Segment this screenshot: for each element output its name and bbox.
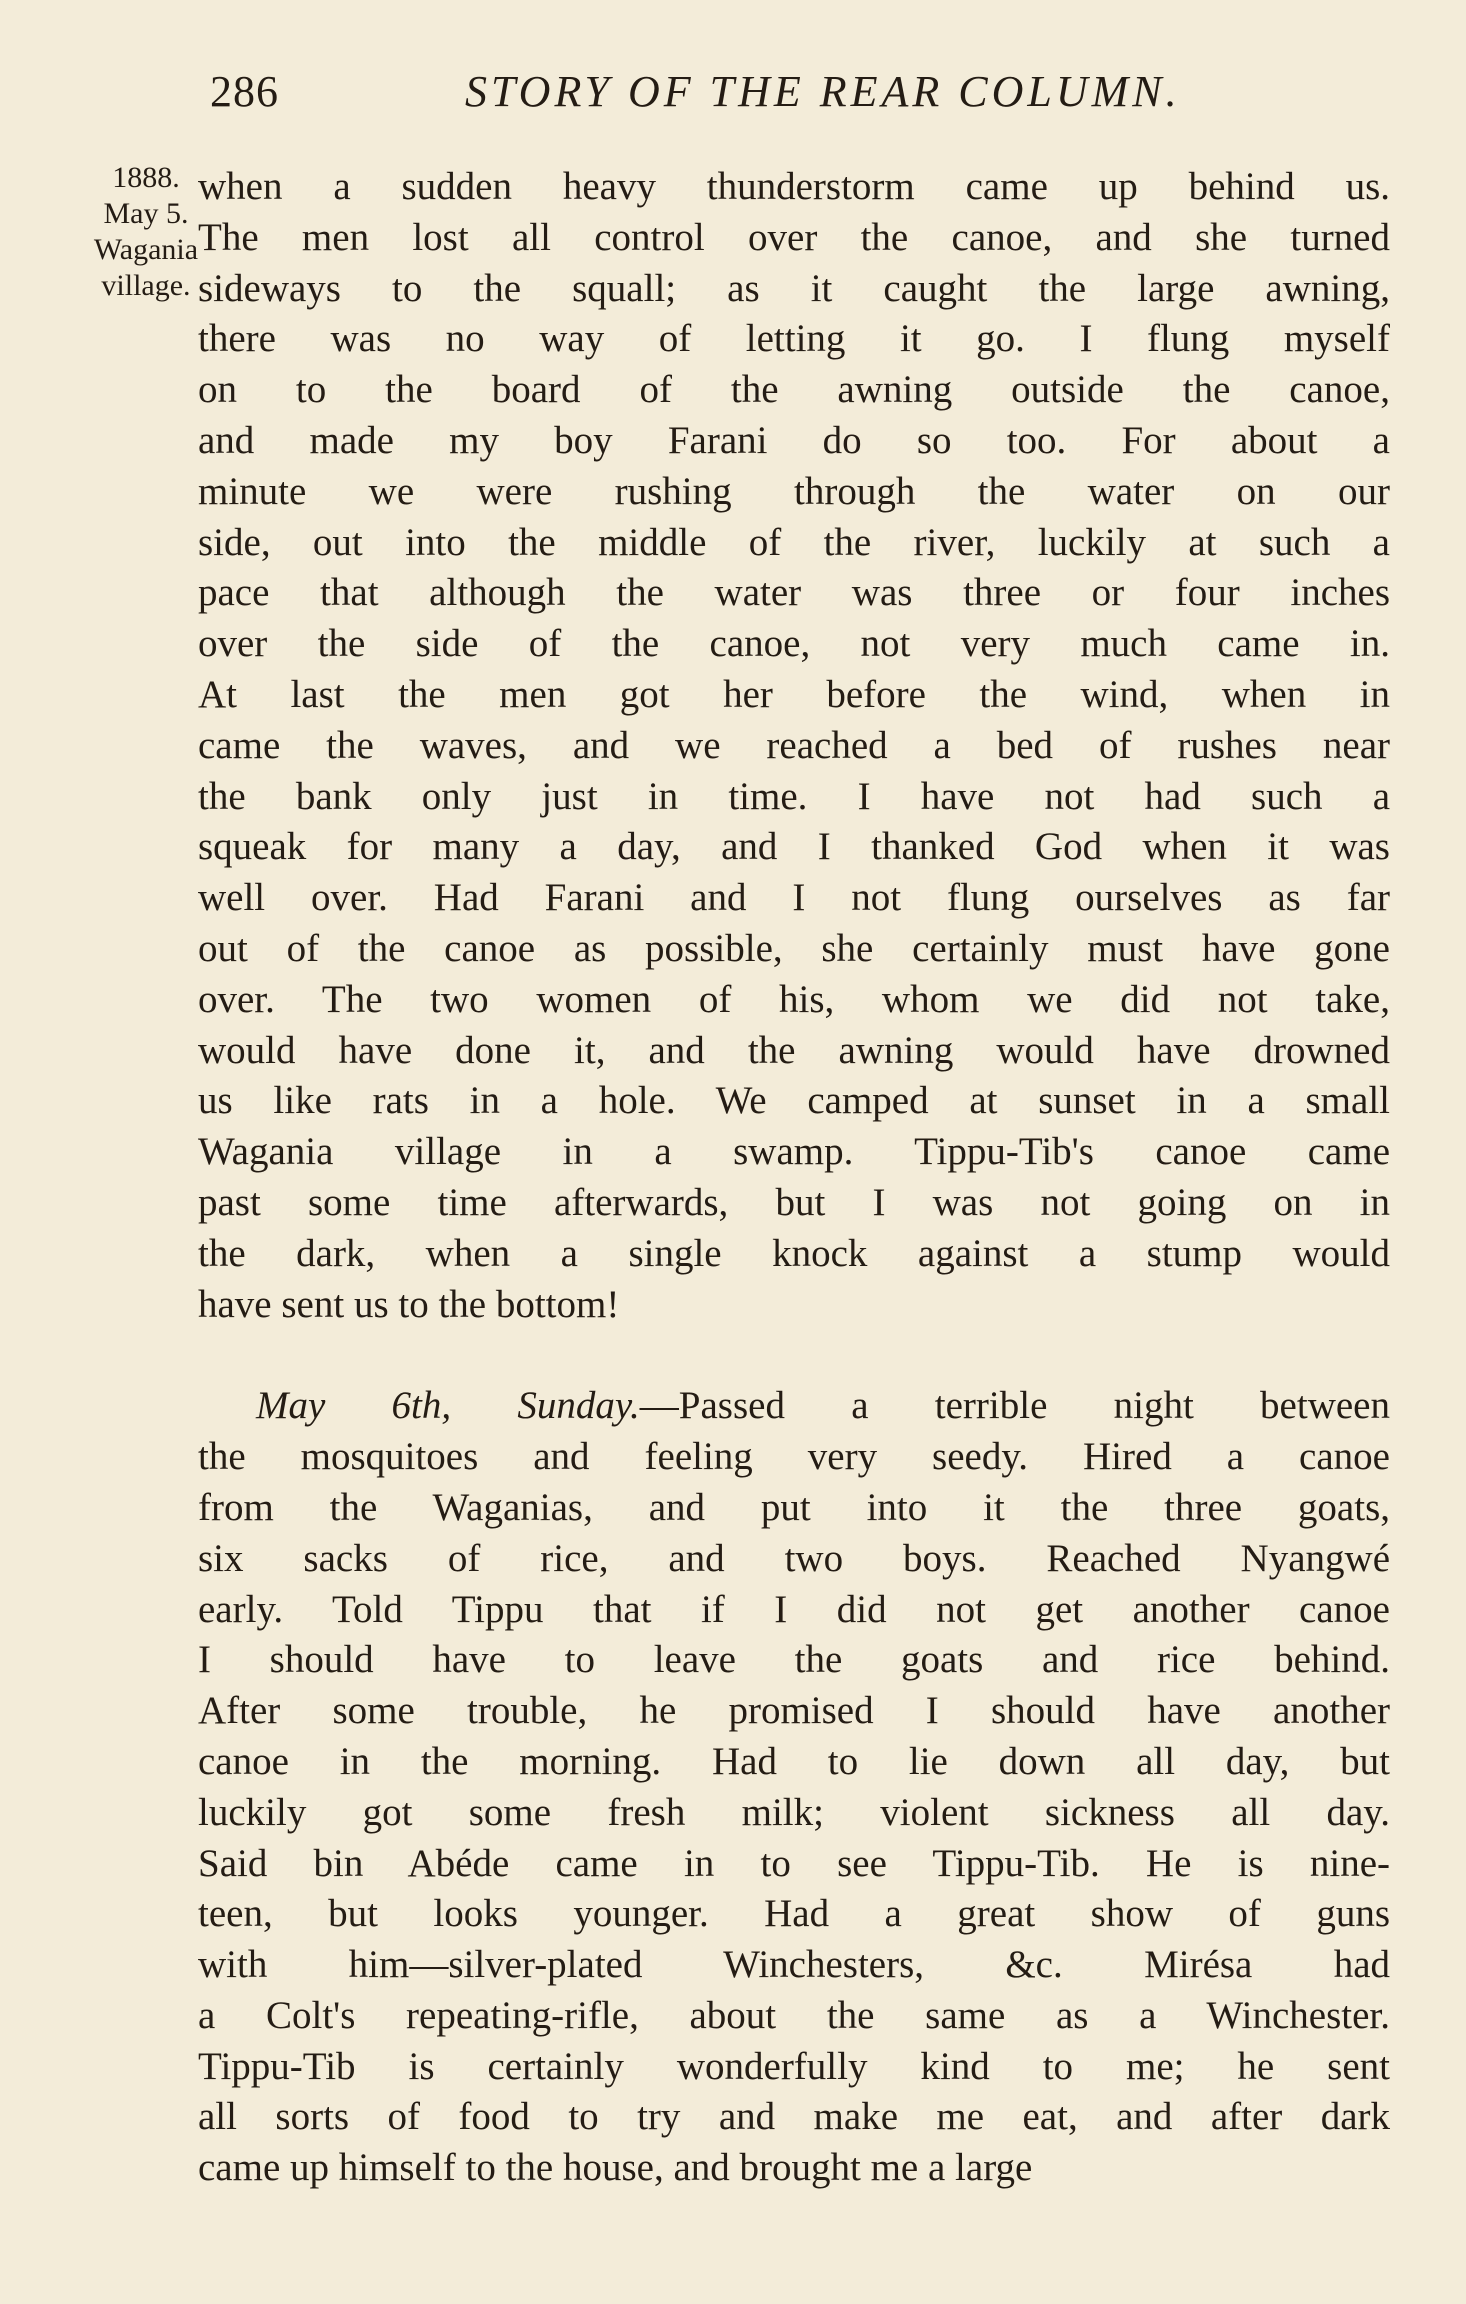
text-line: would have done it, and the awning would have drowned xyxy=(198,1028,1390,1072)
text-line: past some time afterwards, but I was not going on in xyxy=(198,1180,1390,1224)
text-line: After some trouble, he promised I should have another xyxy=(198,1689,1390,1733)
margin-note-place-line1: Wagania xyxy=(93,233,199,266)
paragraph-1 xyxy=(198,162,1390,1330)
text-line: all sorts of food to try and make me eat, and after dark xyxy=(198,2095,1390,2139)
text-line: out of the canoe as possible, she certainly must have gone xyxy=(198,926,1390,970)
margin-note-place-line2: village. xyxy=(101,269,191,302)
text-line-first xyxy=(198,1381,1390,1432)
text-line: squeak for many a day, and I thanked God when it was xyxy=(198,825,1390,869)
first-line-rest: —Passed a terrible night between xyxy=(639,1384,1390,1428)
diary-date: May 6th, Sunday. xyxy=(256,1384,640,1428)
text-line: sideways to the squall; as it caught the large awning, xyxy=(198,266,1390,310)
text-line: early. Told Tippu that if I did not get another canoe xyxy=(198,1587,1390,1631)
text-line: the mosquitoes and feeling very seedy. Hired a canoe xyxy=(198,1435,1390,1479)
text-line: At last the men got her before the wind, when in xyxy=(198,672,1390,716)
text-line: a Colt's repeating-rifle, about the same as a Winchester. xyxy=(198,1993,1390,2037)
text-line: came the waves, and we reached a bed of rushes near xyxy=(198,723,1390,767)
text-line: the dark, when a single knock against a stump would xyxy=(198,1231,1390,1275)
text-line: pace that although the water was three or four inches xyxy=(198,571,1390,615)
margin-note-date: May 5. xyxy=(103,197,189,230)
page-number: 286 xyxy=(210,67,279,116)
text-line: The men lost all control over the canoe, and she turned xyxy=(198,215,1390,259)
text-line: over the side of the canoe, not very much came in. xyxy=(198,622,1390,666)
text-line: I should have to leave the goats and rice behind. xyxy=(198,1638,1390,1682)
text-line: have sent us to the bottom! xyxy=(198,1282,620,1326)
text-line: minute we were rushing through the water on our xyxy=(198,469,1390,513)
text-line: six sacks of rice, and two boys. Reached Nyangwé xyxy=(198,1536,1390,1580)
text-line: Wagania village in a swamp. Tippu-Tib's canoe came xyxy=(198,1130,1390,1174)
page-header xyxy=(210,62,1390,122)
text-line: on to the board of the awning outside the canoe, xyxy=(198,368,1390,412)
text-line: Tippu-Tib is certainly wonderfully kind to me; he sent xyxy=(198,2044,1390,2088)
text-line: when a sudden heavy thunderstorm came up behind us. xyxy=(198,165,1390,208)
text-line: side, out into the middle of the river, luckily at such a xyxy=(198,520,1390,564)
text-line: us like rats in a hole. We camped at sunset in a small xyxy=(198,1079,1390,1123)
text-line: teen, but looks younger. Had a great show of guns xyxy=(198,1892,1390,1936)
text-line: and made my boy Farani do so too. For about a xyxy=(198,418,1390,462)
text-line: there was no way of letting it go. I flung myself xyxy=(198,317,1390,361)
text-line: over. The two women of his, whom we did not take, xyxy=(198,977,1390,1021)
running-title: STORY OF THE REAR COLUMN. xyxy=(465,67,1181,116)
text-line: canoe in the morning. Had to lie down all day, but xyxy=(198,1739,1390,1783)
text-line: Said bin Abéde came in to see Tippu-Tib. He is nine- xyxy=(198,1841,1390,1885)
text-line: well over. Had Farani and I not flung ourselves as far xyxy=(198,876,1390,920)
text-line: the bank only just in time. I have not had such a xyxy=(198,774,1390,818)
paragraph-2 xyxy=(198,1381,1390,2194)
paragraph-gap xyxy=(198,1330,1390,1381)
body-text xyxy=(198,162,1390,2194)
text-line: luckily got some fresh milk; violent sickness all day. xyxy=(198,1790,1390,1834)
text-line: from the Waganias, and put into it the three goats, xyxy=(198,1485,1390,1529)
text-line: with him—silver-plated Winchesters, &c. Mirésa had xyxy=(198,1943,1390,1987)
text-line: came up himself to the house, and brought me a large xyxy=(198,2146,1033,2190)
margin-note-year: 1888. xyxy=(112,161,180,194)
